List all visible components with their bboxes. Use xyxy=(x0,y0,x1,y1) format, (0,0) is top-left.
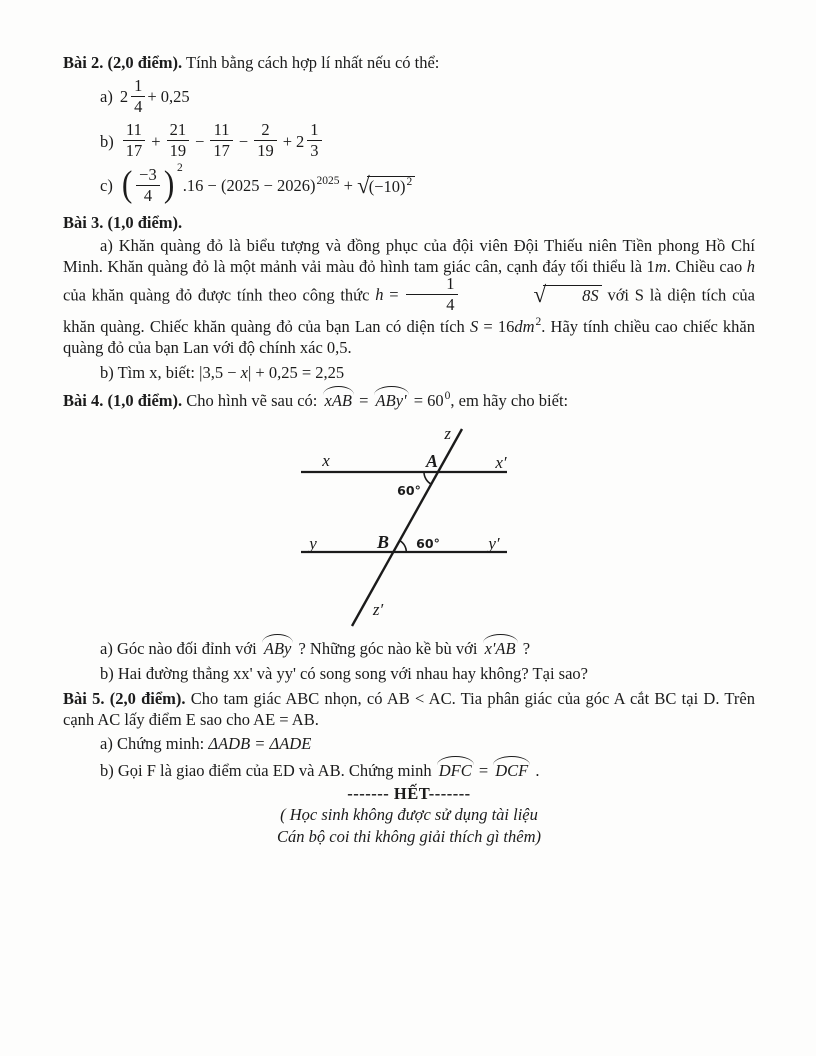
label-A: A xyxy=(425,451,439,472)
problem-4-question-a xyxy=(63,638,755,659)
text-run: b) Tìm x, biết: xyxy=(100,363,200,383)
height-formula xyxy=(375,273,601,314)
radical-sign: √ xyxy=(533,282,547,308)
math-var-m: m xyxy=(654,256,667,276)
abs-bar: | xyxy=(199,363,203,383)
fraction xyxy=(254,121,277,160)
problem-5-title: Bài 5. (2,0 điểm). xyxy=(63,689,186,709)
text-run: của khăn quàng đỏ được tính theo công thức xyxy=(63,285,376,305)
numerator: 1 xyxy=(406,275,457,295)
triangle-congruence: ΔADB = ΔADE xyxy=(208,734,312,754)
angle-arc-B xyxy=(400,541,407,552)
problem-5-item-b xyxy=(63,760,755,781)
equation-tail: + 0,25 = 2,25 xyxy=(251,363,345,383)
problem-2-title: Bài 2. (2,0 điểm). xyxy=(63,53,183,72)
abs-equation xyxy=(199,363,344,382)
denominator: 4 xyxy=(134,97,143,117)
geometry-figure xyxy=(289,419,529,634)
mixed-whole: 2 xyxy=(119,87,129,107)
operator: + xyxy=(282,131,292,151)
exponent: 2 xyxy=(406,176,413,189)
problem-3-paragraph xyxy=(63,235,755,358)
item-a-label: a) xyxy=(100,87,113,107)
degree-exponent: 0 xyxy=(444,390,451,403)
text-run: , em hãy cho biết: xyxy=(450,391,569,411)
equals: = xyxy=(474,761,493,781)
numerator: 2 xyxy=(254,121,277,141)
math-var-x: x xyxy=(240,363,248,383)
fraction xyxy=(406,275,457,314)
equals: = xyxy=(354,391,373,411)
numerator: −3 xyxy=(136,166,160,186)
angle-ABy-prime: ABy' xyxy=(373,390,410,411)
numerator: 11 xyxy=(210,121,233,141)
exponent: 2 xyxy=(535,316,542,329)
close-paren: ) xyxy=(163,163,175,205)
area-formula xyxy=(470,317,541,336)
numerator: 21 xyxy=(167,121,190,141)
denominator: 4 xyxy=(446,294,455,314)
abs-inner: 3,5 − xyxy=(202,363,241,383)
label-B: B xyxy=(376,532,390,553)
text-run: a) Chứng minh: xyxy=(100,734,209,754)
operator: + xyxy=(339,175,358,195)
angle-xAB: xAB xyxy=(322,390,355,411)
denominator: 4 xyxy=(143,185,153,205)
exponent: 2025 xyxy=(316,174,340,187)
problem-2-item-b xyxy=(63,120,755,162)
numerator: 1 xyxy=(307,121,321,141)
item-b-expression xyxy=(121,120,324,161)
problem-3-item-b xyxy=(63,362,755,383)
mixed-whole: 2 xyxy=(296,131,305,151)
denominator: 17 xyxy=(125,141,143,161)
numerator: 11 xyxy=(123,121,146,141)
text-run: với S là diện tích của khăn quàng. Chiếc khăn quàng đỏ của bạn Lan có diện tích xyxy=(63,285,755,337)
label-y: y xyxy=(309,534,317,554)
text-run: ? xyxy=(518,639,531,659)
operator: + xyxy=(151,131,161,151)
text-run: . Hãy tính chiều cao chiếc khăn quàng đỏ của bạn Lan với độ chính xác 0,5. xyxy=(63,317,755,358)
angle-DFC: DFC xyxy=(436,760,475,781)
radicand xyxy=(367,176,416,197)
problem-5-item-a xyxy=(63,733,755,754)
label-z-prime: z′ xyxy=(372,600,384,620)
label-x-prime: x′ xyxy=(495,453,507,473)
problem-4-heading xyxy=(63,390,755,411)
problem-2-item-c xyxy=(63,161,755,207)
expression-tail: + 0,25 xyxy=(147,87,190,107)
abs-bar: | xyxy=(247,363,252,383)
item-b-label: b) xyxy=(100,131,114,151)
item-a-expression xyxy=(119,76,190,117)
square-root xyxy=(357,173,415,197)
problem-2-instruction: Tính bằng cách hợp lí nhất nếu có thể: xyxy=(182,53,440,72)
operator: − xyxy=(238,131,249,151)
operator: − xyxy=(195,131,205,151)
fraction xyxy=(131,77,145,116)
text-run: . Chiều cao xyxy=(666,256,747,276)
text-run: ? Những góc nào kề bù với xyxy=(294,639,482,659)
text-run: b) Gọi F là giao điểm của ED và AB. Chứng minh xyxy=(100,761,436,781)
transversal-zz-prime xyxy=(352,429,462,626)
math-var-h: h xyxy=(746,256,755,276)
fraction xyxy=(307,121,321,160)
open-paren: ( xyxy=(121,163,133,205)
denominator: 19 xyxy=(257,141,274,161)
item-c-expression xyxy=(120,161,415,205)
exam-note-1: ( Học sinh không được sử dụng tài liệu xyxy=(280,805,538,825)
text-run: a) Khăn quàng đỏ là biểu tượng và đồng phục của đội viên Đội Thiếu niên Tiền phong Hồ Chí Minh. Khăn quàng đỏ là một mảnh vải màu đỏ hình tam giác cân, cạnh đáy tối thiểu là 1 xyxy=(63,235,755,276)
problem-2-item-a xyxy=(63,76,755,118)
angle-DCF: DCF xyxy=(492,760,531,781)
denominator: 3 xyxy=(310,141,319,161)
square-root xyxy=(460,282,602,306)
text-run: Cho hình vẽ sau có: xyxy=(182,391,322,411)
numerator: 1 xyxy=(131,77,145,97)
label-x: x xyxy=(322,451,330,471)
equals-60: = 60 xyxy=(409,391,444,411)
angle-ABy: ABy xyxy=(261,638,294,659)
radical-sign: √ xyxy=(357,173,370,199)
problem-4-question-b: b) Hai đường thẳng xx' và yy' có song song với nhau hay không? Tại sao? xyxy=(100,664,588,684)
fraction xyxy=(167,121,190,160)
end-marker: ------- HẾT------- xyxy=(347,784,471,804)
math-var-h: h xyxy=(375,285,384,305)
problem-2-heading xyxy=(63,52,755,73)
fraction xyxy=(123,121,146,160)
exam-note-2: Cán bộ coi thi không giải thích gì thêm) xyxy=(277,827,541,847)
denominator: 17 xyxy=(213,141,230,161)
text-run: Cho tam giác ABC nhọn, có AB < AC. Tia phân giác của góc A cắt BC tại D. Trên cạnh AC lấy điểm E sao cho AE = AB. xyxy=(63,689,755,730)
angle-arc-A xyxy=(424,472,431,484)
parallel-lines-diagram xyxy=(289,419,529,634)
angle-x-prime-AB: x'AB xyxy=(482,638,519,659)
radicand: 8S xyxy=(543,285,602,306)
label-60-top: 60° xyxy=(397,483,421,499)
fraction xyxy=(210,121,233,160)
label-z: z xyxy=(444,424,451,444)
expression-mid: .16 − (2025 − 2026) xyxy=(182,175,316,195)
item-c-label: c) xyxy=(100,175,113,195)
radicand-text: (−10) xyxy=(368,177,406,197)
fraction xyxy=(136,166,160,205)
problem-4-title: Bài 4. (1,0 điểm). xyxy=(63,391,183,411)
text-run: a) Góc nào đối đỉnh với xyxy=(100,639,261,659)
exponent: 2 xyxy=(177,161,183,174)
label-y-prime: y′ xyxy=(488,534,500,554)
equals: = 16 xyxy=(478,317,515,337)
denominator: 19 xyxy=(169,141,187,161)
label-60-bottom: 60° xyxy=(416,536,440,552)
problem-3-heading: Bài 3. (1,0 điểm). xyxy=(63,212,183,232)
text-run: . xyxy=(531,761,540,781)
unit-dm: dm xyxy=(514,317,535,337)
problem-5-paragraph xyxy=(63,688,755,730)
math-var-S: S xyxy=(469,317,479,337)
equals: = xyxy=(383,285,405,305)
